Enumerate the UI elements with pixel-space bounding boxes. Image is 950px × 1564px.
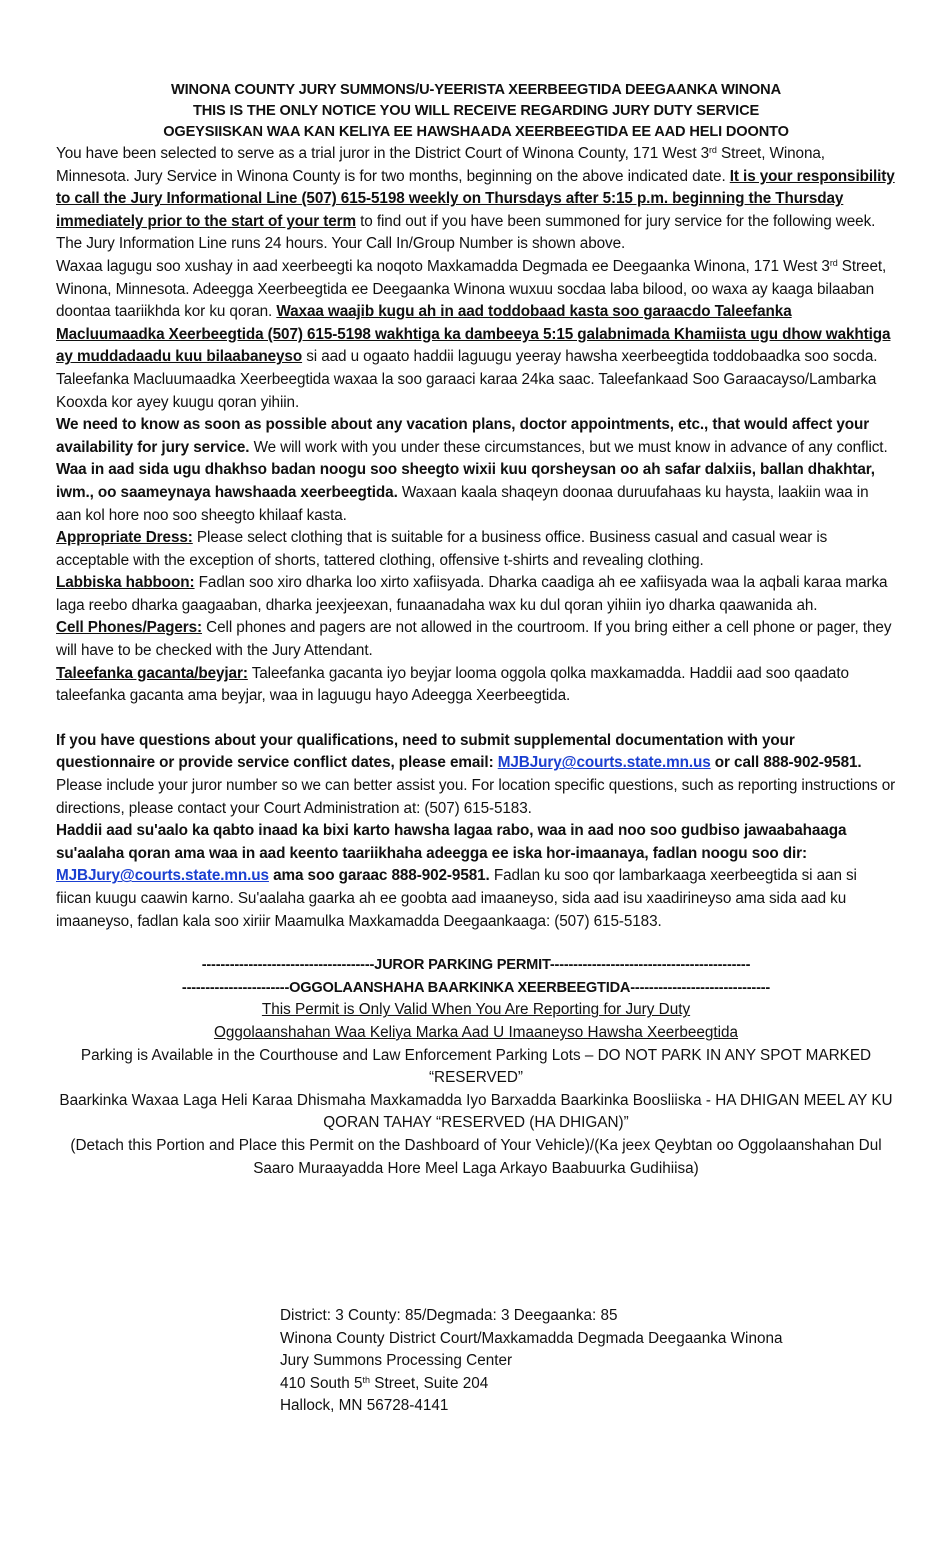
- questions-english: If you have questions about your qualifications, need to submit supplemental documentation with your questionnaire or provide service conflict dates, please email: MJBJury@courts.state.mn.us or call 888-902-9581. Please include your juror number so we can better assist you. For location specific questions, such as reporting instructions or directions, please contact your Court Administration at: (507) 615-5183.: [56, 731, 896, 817]
- processing-center: Jury Summons Processing Center: [280, 1352, 513, 1370]
- district-line: District: 3 County: 85/Degmada: 3 Deegaanka: 85: [280, 1307, 618, 1324]
- detach-instructions: (Detach this Portion and Place this Permit on the Dashboard of Your Vehicle)/(Ka jeex Qeybtan oo Oggolaanshahan Dul Saaro Muraayadda Hore Meel Laga Arkayo Baabuurka Gudihiisa): [70, 1136, 882, 1177]
- parking-info-somali: Baarkinka Waxaa Laga Heli Karaa Dhismaha Maxkamadda Iyo Barxadda Baarkinka Boosliiska - HA DHIGAN MEEL AY KU QORAN TAHAY “RESERVED (HA DHIGAN)”: [59, 1091, 893, 1132]
- phones-somali: Taleefanka gacanta/beyjar: Taleefanka gacanta iyo beyjar looma oggola qolka maxkamadda. Haddii aad soo qaadato taleefanka gacanta ama beyjar, waa in laguugu hayo Adeegga Xeerbeegtida.: [56, 664, 849, 705]
- responsibility-notice-somali: Waxaa waajib kugu ah in aad toddobaad kasta soo garaacdo Taleefanka Macluumaadka Xeerbeegtida (507) 615-5198 wakhtiga ka dambeeya 5:15 galabnimada Khamiista ugu dhow wakhtiga ay muddadaadu kuu bilaabaneyso: [56, 303, 891, 366]
- street-address: 410 South 5th Street, Suite 204: [280, 1374, 489, 1392]
- vacation-english: We need to know as soon as possible about any vacation plans, doctor appointments, etc., that would affect your availability for jury service. We will work with you under these circumstances, but we must know in advance of any conflict.: [56, 416, 888, 456]
- phones-english: Cell Phones/Pagers: Cell phones and pagers are not allowed in the courtroom. If you bring either a cell phone or pager, they will have to be checked with the Jury Attendant.: [56, 619, 892, 660]
- phones-heading-somali: Taleefanka gacanta/beyjar:: [56, 664, 248, 682]
- parking-permit: [56, 954, 896, 1180]
- permit-valid-somali: Oggolaanshahan Waa Keliya Marka Aad U Imaaneyso Hawsha Xeerbeegtida: [213, 1023, 739, 1041]
- responsibility-notice: It is your responsibility to call the Jury Informational Line (507) 615-5198 weekly on Thursdays after 5:15 p.m. beginning the Thursday immediately prior to the start of your term: [56, 167, 895, 230]
- dress-english: Appropriate Dress: Please select clothing that is suitable for a business office. Business casual and casual wear is acceptable with the exception of shorts, tattered clothing, offensive t-shirts and revealing clothing.: [56, 529, 828, 569]
- summons-document: [56, 80, 896, 1180]
- permit-heading-somali: -----------------------OGGOLAANSHAHA BAARKINKA XEERBEEGTIDA------------------------------: [181, 979, 771, 996]
- dress-heading-somali: Labbiska habboon:: [56, 574, 195, 592]
- email-link[interactable]: MJBJury@courts.state.mn.us: [497, 754, 711, 772]
- parking-info-english: Parking is Available in the Courthouse and Law Enforcement Parking Lots – DO NOT PARK IN ANY SPOT MARKED “RESERVED”: [80, 1046, 872, 1087]
- court-name: Winona County District Court/Maxkamadda Degmada Deegaanka Winona: [280, 1329, 783, 1347]
- vacation-somali: Waa in aad sida ugu dhakhso badan noogu soo sheegto wixii kuu qorsheysan oo ah safar dalxiis, ballan dhakhtar, iwm., oo saameynaya hawshaada xeerbeegtida. Waxaan kaala shaqeyn doonaa duruufahaas ku haysta, laakiin waa in aan kol hore noo soo sheegto khilaaf kasta.: [56, 461, 875, 524]
- dress-heading: Appropriate Dress:: [56, 529, 193, 547]
- intro-english: You have been selected to serve as a trial juror in the District Court of Winona County, 171 West 3rd Street, Winona, Minnesota. Jury Service in Winona County is for two months, beginning on the above indicated date. It is your responsibility to call the Jury Informational Line (507) 615-5198 weekly on Thursdays after 5:15 p.m. beginning the Thursday immediately prior to the start of your term to find out if you have been summoned for jury service for the following week. The Jury Information Line runs 24 hours. Your Call In/Group Number is shown above.: [56, 145, 895, 253]
- permit-valid-english: This Permit is Only Valid When You Are Reporting for Jury Duty: [261, 1001, 691, 1019]
- email-link-somali[interactable]: MJBJury@courts.state.mn.us: [56, 867, 269, 885]
- city-state-zip: Hallock, MN 56728-4141: [280, 1397, 449, 1415]
- permit-heading: -------------------------------------JUROR PARKING PERMIT-------------------------------------------: [201, 957, 751, 974]
- title-line-3: OGEYSIISKAN WAA KAN KELIYA EE HAWSHAADA XEERBEEGTIDA EE AAD HELI DOONTO: [163, 124, 789, 140]
- phones-heading: Cell Phones/Pagers:: [56, 619, 203, 637]
- title-line-2: THIS IS THE ONLY NOTICE YOU WILL RECEIVE REGARDING JURY DUTY SERVICE: [192, 103, 760, 119]
- court-address: [280, 1305, 783, 1418]
- title-line-1: WINONA COUNTY JURY SUMMONS/U-YEERISTA XEERBEEGTIDA DEEGAANKA WINONA: [171, 82, 781, 98]
- questions-somali: Haddii aad su'aalo ka qabto inaad ka bixi karto hawsha lagaa rabo, waa in aad noo soo gudbiso jawaabahaaga su'aalaha qoran ama waa in aad keento taariikhaha adeegga ee iska hor-imaanaya, fadlan noogu soo dir: MJBJury@courts.state.mn.us ama soo garaac 888-902-9581. Fadlan ku soo qor lambarkaaga xeerbeegtida si aan si fiican kuugu caawin karno. Su'aalaha gaarka ah ee goobta aad imaaneyso, sida aad isu xaadirineyso ama sida aad ku imaaneyso, fadlan kala soo xiriir Maamulka Maxkamadda Deegaankaaga: (507) 615-5183.: [56, 822, 857, 930]
- dress-somali: Labbiska habboon: Fadlan soo xiro dharka loo xirto xafiisyada. Dharka caadiga ah ee xafiisyada waa la aqbali karaa marka laga reebo dharka gaagaaban, dharka jeexjeexan, funaanadaha wax ku dul qoran yihiin iyo dharka qaawanida ah.: [56, 574, 888, 614]
- intro-somali: Waxaa lagugu soo xushay in aad xeerbeegti ka noqoto Maxkamadda Degmada ee Deegaanka Winona, 171 West 3rd Street, Winona, Minnesota. Adeegga Xeerbeegtida ee Deegaanka Winona wuxuu socdaa laba bilood, oo waxa ay kaaga bilaaban doontaa taariikhda kor ku qoran. Waxaa waajib kugu ah in aad toddobaad kasta soo garaacdo Taleefanka Macluumaadka Xeerbeegtida (507) 615-5198 wakhtiga ka dambeeya 5:15 galabnimada Khamiista ugu dhow wakhtiga ay muddadaadu kuu bilaabaneyso si aad u ogaato haddii laguugu yeeray hawsha xeerbeegtida toddobaadka soo socda. Taleefanka Macluumaadka Xeerbeegtida waxaa la soo garaaci karaa 24ka saac. Taleefankaad Soo Garaacayso/Lambarka Kooxda kor ayey kuugu qoran yihiin.: [56, 257, 891, 411]
